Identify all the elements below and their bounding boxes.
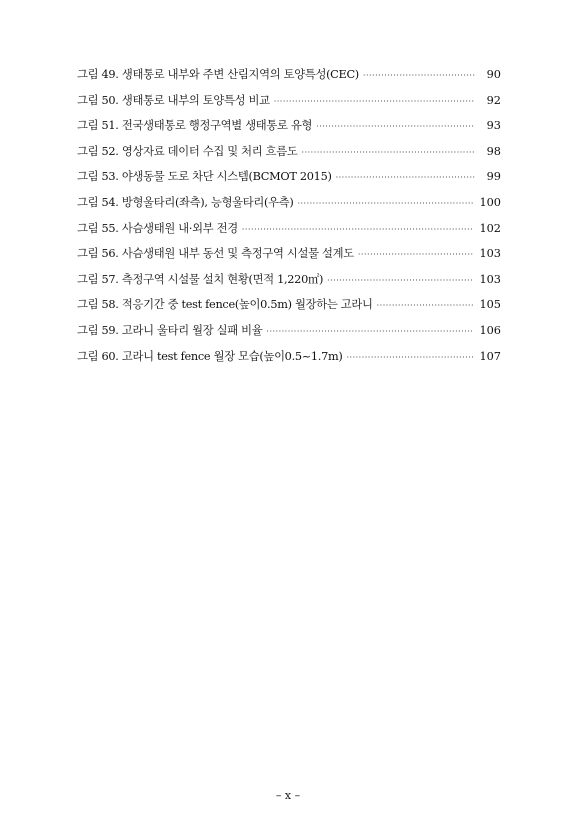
toc-entry <box>77 296 501 322</box>
entry-page-number: 93 <box>486 119 501 133</box>
entry-page-number: 103 <box>479 247 501 261</box>
dot-leader <box>274 97 475 106</box>
dot-leader <box>266 327 473 336</box>
entry-page-number: 105 <box>479 298 501 312</box>
entry-title: 그림 56. 사슴생태원 내부 동선 및 측정구역 시설물 설계도 <box>77 247 354 261</box>
dot-leader <box>327 276 473 285</box>
entry-title: 그림 53. 야생동물 도로 차단 시스템(BCMOT 2015) <box>77 170 332 184</box>
dot-leader <box>242 225 474 234</box>
toc-entry <box>77 245 501 271</box>
dot-leader <box>316 122 475 131</box>
toc-entry <box>77 271 501 297</box>
entry-title: 그림 51. 전국생태통로 행정구역별 생태통로 유형 <box>77 119 313 133</box>
entry-title: 그림 54. 방형울타리(좌측), 능형울타리(우측) <box>77 195 294 209</box>
entry-page-number: 92 <box>486 93 501 107</box>
entry-page-number: 102 <box>479 221 501 235</box>
dot-leader <box>297 199 473 208</box>
toc-entry <box>77 117 501 143</box>
entry-page-number: 103 <box>479 272 501 286</box>
dot-leader <box>347 353 474 362</box>
dot-leader <box>302 148 475 157</box>
entry-title: 그림 60. 고라니 test fence 월장 모습(높이0.5~1.7m) <box>77 349 343 363</box>
entry-title: 그림 57. 측정구역 시설물 설치 현황(면적 1,220㎡) <box>77 272 324 286</box>
figure-list <box>77 66 501 373</box>
toc-entry <box>77 348 501 374</box>
toc-entry <box>77 220 501 246</box>
entry-page-number: 90 <box>486 68 501 81</box>
page-footer-number: – x – <box>275 789 301 802</box>
entry-title: 그림 50. 생태통로 내부의 토양특성 비교 <box>77 93 270 107</box>
dot-leader <box>358 250 474 259</box>
entry-page-number: 99 <box>486 170 501 184</box>
toc-entry <box>77 66 501 92</box>
entry-title: 그림 58. 적응기간 중 test fence(높이0.5m) 월장하는 고라니 <box>77 298 373 312</box>
entry-page-number: 107 <box>479 349 501 363</box>
entry-page-number: 106 <box>479 323 501 337</box>
dot-leader <box>363 71 475 80</box>
entry-title: 그림 49. 생태통로 내부와 주변 산림지역의 토양특성(CEC) <box>77 68 359 81</box>
dot-leader <box>336 173 475 182</box>
toc-entry <box>77 194 501 220</box>
toc-entry <box>77 168 501 194</box>
entry-title: 그림 52. 영상자료 데이터 수집 및 처리 흐름도 <box>77 144 298 158</box>
entry-page-number: 98 <box>486 144 501 158</box>
toc-entry <box>77 322 501 348</box>
dot-leader <box>377 301 474 310</box>
toc-entry <box>77 143 501 169</box>
toc-entry <box>77 92 501 118</box>
entry-page-number: 100 <box>479 195 501 209</box>
entry-title: 그림 59. 고라니 울타리 월장 실패 비율 <box>77 323 263 337</box>
entry-title: 그림 55. 사슴생태원 내·외부 전경 <box>77 221 238 235</box>
